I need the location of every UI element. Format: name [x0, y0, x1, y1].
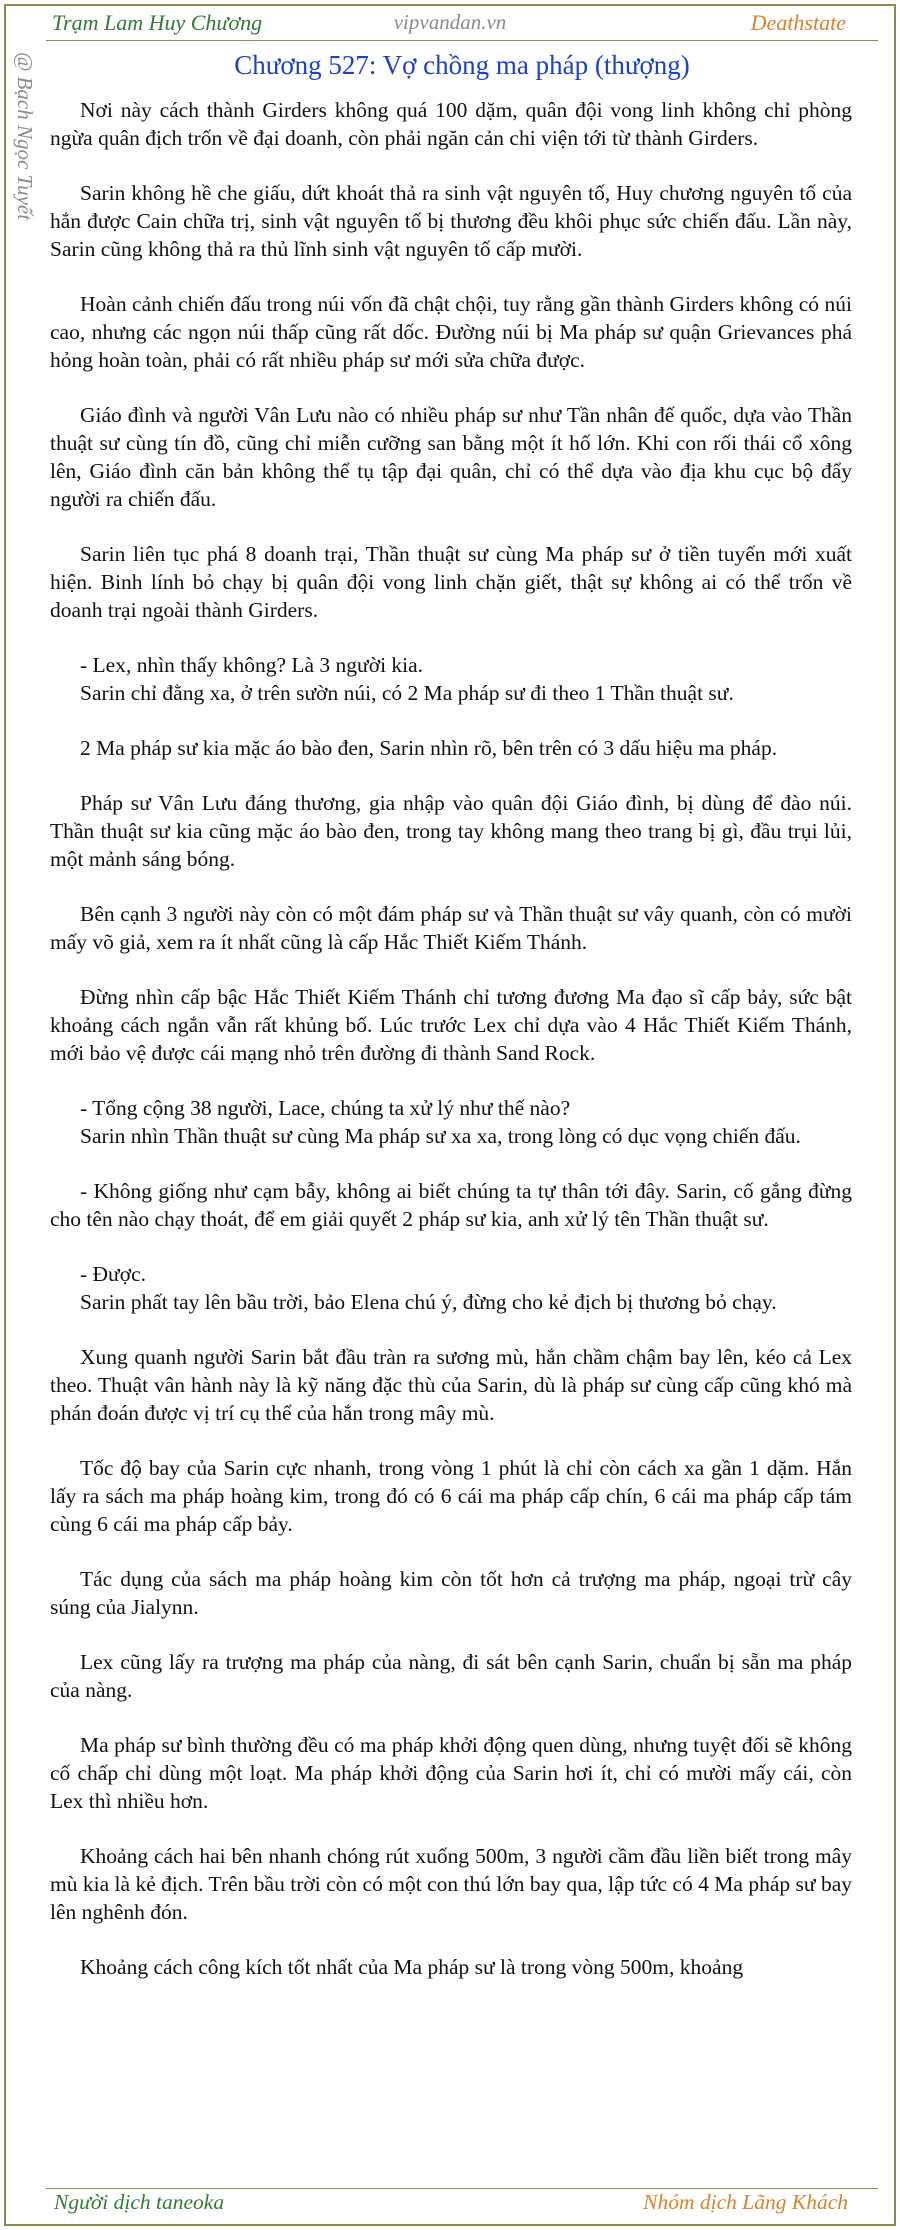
paragraph: Bên cạnh 3 người này còn có một đám pháp sư và Thần thuật sư vây quanh, còn có mười mấy võ giả, xem ra ít nhất cũng là cấp Hắc Thiết Kiếm Thánh. — [50, 902, 852, 954]
paragraph: Lex cũng lấy ra trượng ma pháp của nàng, đi sát bên cạnh Sarin, chuẩn bị sẵn ma pháp của nàng. — [50, 1650, 852, 1702]
paragraph: Khoảng cách công kích tốt nhất của Ma pháp sư là trong vòng 500m, khoảng — [80, 1955, 744, 1979]
paragraph: Ma pháp sư bình thường đều có ma pháp khởi động quen dùng, nhưng tuyệt đối sẽ không cố chấp chỉ dùng một loạt. Ma pháp khởi động của Sarin hơi ít, chỉ có mười mấy cái, còn Lex thì nhiều hơn. — [50, 1733, 852, 1813]
paragraph: Đừng nhìn cấp bậc Hắc Thiết Kiếm Thánh chỉ tương đương Ma đạo sĩ cấp bảy, sức bật khoảng cách ngắn vẫn rất khủng bố. Lúc trước Lex chỉ dựa vào 4 Hắc Thiết Kiếm Thánh, mới bảo vệ được cái mạng nhỏ trên đường đi thành Sand Rock. — [50, 985, 852, 1065]
paragraph: Nơi này cách thành Girders không quá 100 dặm, quân đội vong linh không chỉ phòng ngừa quân địch trốn về đại doanh, còn phải ngăn cản chi viện tới từ thành Girders. — [50, 98, 852, 150]
paragraph: Sarin không hề che giấu, dứt khoát thả ra sinh vật nguyên tố, Huy chương nguyên tố của hắn được Cain chữa trị, sinh vật nguyên tố bị thương đều khôi phục sức chiến đấu. Lần này, Sarin cũng không thả ra thủ lĩnh sinh vật nguyên tố cấp mười. — [50, 181, 852, 261]
chapter-title: Chương 527: Vợ chồng ma pháp (thượng) — [234, 50, 690, 80]
paragraph: Pháp sư Vân Lưu đáng thương, gia nhập vào quân đội Giáo đình, bị dùng để đào núi. Thần thuật sư kia cũng mặc áo bào đen, trong tay không mang theo trang bị gì, đầu trụi lủi, một mảnh sáng bóng. — [50, 791, 852, 871]
footer-divider — [46, 2188, 878, 2189]
header-site-name: Trạm Lam Huy Chương — [52, 10, 263, 35]
paragraph: Giáo đình và người Vân Lưu nào có nhiều pháp sư như Tần nhân đế quốc, dựa vào Thần thuật sư cùng tín đồ, cũng chỉ miễn cưỡng san bằng một ít hố lớn. Khi con rối thái cổ xông lên, Giáo đình căn bản không thể tụ tập đại quân, chỉ có thể dựa vào địa khu cục bộ đẩy người ra chiến đấu. — [50, 403, 852, 511]
dialogue-line: - Không giống như cạm bẫy, không ai biết chúng ta tự thân tới đây. Sarin, cố gắng đừng cho tên nào chạy thoát, để em giải quyết 2 pháp sư kia, anh xử lý tên Thần thuật sư. — [50, 1179, 852, 1231]
paragraph: Sarin phất tay lên bầu trời, bảo Elena chú ý, đừng cho kẻ địch bị thương bỏ chạy. — [80, 1290, 777, 1314]
dialogue-line: - Tổng cộng 38 người, Lace, chúng ta xử lý như thế nào? — [80, 1096, 571, 1120]
page-footer — [0, 2190, 900, 2224]
chapter-body — [50, 96, 852, 1981]
header-divider — [46, 40, 878, 41]
side-watermark-text: @ Bạch Ngọc Tuyết — [13, 52, 37, 221]
side-watermark — [12, 52, 38, 292]
paragraph: Sarin liên tục phá 8 doanh trại, Thần thuật sư cùng Ma pháp sư ở tiền tuyến mới xuất hiện. Binh lính bỏ chạy bị quân đội vong linh chặn giết, thật sự không ai có thể trốn về doanh trại ngoài thành Girders. — [50, 542, 852, 622]
footer-translator: Người dịch taneoka — [54, 2190, 225, 2214]
paragraph: Sarin chỉ đằng xa, ở trên sườn núi, có 2 Ma pháp sư đi theo 1 Thần thuật sư. — [80, 681, 734, 705]
paragraph: Tốc độ bay của Sarin cực nhanh, trong vòng 1 phút là chỉ còn cách xa gần 1 dặm. Hắn lấy ra sách ma pháp hoàng kim, trong đó có 6 cái ma pháp cấp chín, 6 cái ma pháp cấp tám cùng 6 cái ma pháp cấp bảy. — [50, 1456, 852, 1536]
header-url: vipvandan.vn — [393, 10, 507, 34]
dialogue-line: - Được. — [80, 1262, 147, 1286]
dialogue-line: - Lex, nhìn thấy không? Là 3 người kia. — [80, 653, 424, 677]
paragraph: Tác dụng của sách ma pháp hoàng kim còn tốt hơn cả trượng ma pháp, ngoại trừ cây súng của Jialynn. — [50, 1567, 852, 1619]
paragraph: Sarin nhìn Thần thuật sư cùng Ma pháp sư xa xa, trong lòng có dục vọng chiến đấu. — [80, 1124, 801, 1148]
paragraph: Xung quanh người Sarin bắt đầu tràn ra sương mù, hắn chầm chậm bay lên, kéo cả Lex theo. Thuật vân hành này là kỹ năng đặc thù của Sarin, dù là pháp sư cùng cấp cũng khó mà phán đoán được vị trí cụ thể của hắn trong mây mù. — [50, 1345, 852, 1425]
paragraph: Khoảng cách hai bên nhanh chóng rút xuống 500m, 3 người cầm đầu liền biết trong mây mù kia là kẻ địch. Trên bầu trời còn có một con thú lớn bay qua, lập tức có 4 Ma pháp sư bay lên nghênh đón. — [50, 1844, 852, 1924]
paragraph: 2 Ma pháp sư kia mặc áo bào đen, Sarin nhìn rõ, bên trên có 3 dấu hiệu ma pháp. — [80, 736, 778, 760]
footer-group: Nhóm dịch Lãng Khách — [643, 2190, 848, 2214]
header-author: Deathstate — [750, 10, 846, 35]
paragraph: Hoàn cảnh chiến đấu trong núi vốn đã chật chội, tuy rằng gần thành Girders không có núi cao, nhưng các ngọn núi thấp cũng rất dốc. Đường núi bị Ma pháp sư quận Grievances phá hỏng hoàn toàn, phải có rất nhiều pháp sư mới sửa chữa được. — [50, 292, 852, 372]
